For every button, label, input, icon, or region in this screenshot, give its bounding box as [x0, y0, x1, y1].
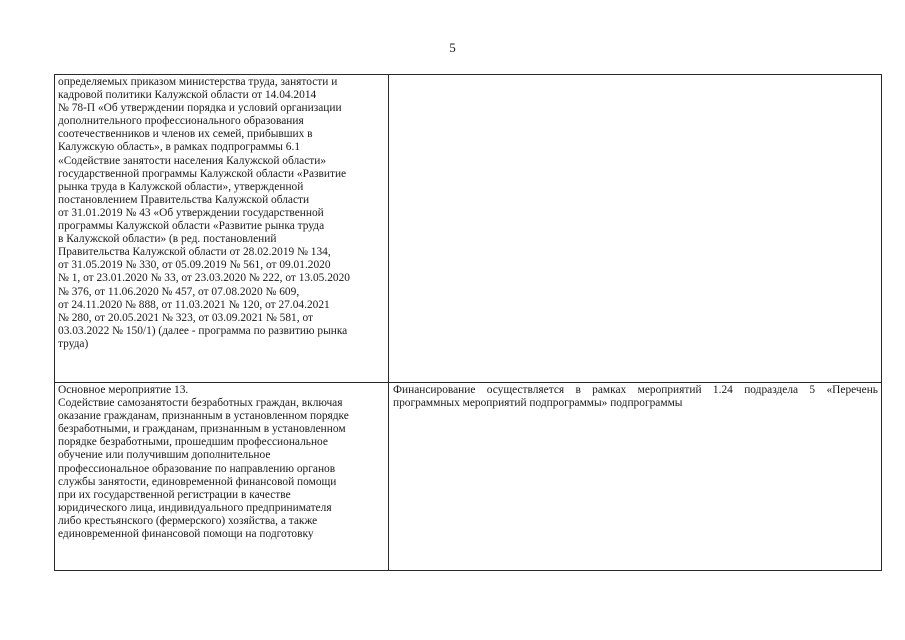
cell-text-line: труда) [58, 337, 89, 350]
cell-text-line: «Содействие занятости населения Калужской области» [58, 154, 327, 167]
cell-text-line: № 376, от 11.06.2020 № 457, от 07.08.2020 № 609, [58, 285, 300, 298]
cell-text-line: постановлением Правительства Калужской области [58, 193, 310, 206]
cell-text-line: Правительства Калужской области от 28.02.2019 № 134, [58, 246, 331, 259]
cell-text-line: от 31.01.2019 № 43 «Об утверждении государственной [58, 206, 324, 219]
cell-text-line: службы занятости, единовременной финансовой помощи [58, 475, 337, 488]
cell-text-line: при их государственной регистрации в качестве [58, 488, 291, 501]
cell-text-line: от 24.11.2020 № 888, от 11.03.2021 № 120, от 27.04.2021 [58, 298, 330, 311]
cell-text-line: Основное мероприятие 13. [58, 384, 189, 396]
table-cell-activity [55, 383, 389, 570]
cell-text-line: программы Калужской области «Развитие рынка труда [58, 220, 325, 233]
table-row [55, 75, 881, 383]
cell-text-line: № 280, от 20.05.2021 № 323, от 03.09.2021 № 581, от [58, 311, 313, 324]
cell-text-line: оказание гражданам, признанным в установленном порядке [58, 410, 349, 423]
table-cell-activity [55, 75, 389, 382]
cell-text-line: 03.03.2022 № 150/1) (далее - программа по развитию рынка [58, 324, 348, 337]
cell-text-line: профессиональное образование по направлению органов [58, 462, 336, 475]
cell-text-line: Содействие самозанятости безработных граждан, включая [58, 397, 343, 410]
cell-text-line: № 1, от 23.01.2020 № 33, от 23.03.2020 № 222, от 13.05.2020 [58, 272, 350, 285]
cell-text: Финансирование осуществляется в рамках мероприятий 1.24 подраздела 5 «Перечень программных мероприятий подпрограммы» подпрограммы [393, 384, 878, 410]
cell-text-line: либо крестьянского (фермерского) хозяйства, а также [58, 514, 318, 527]
page-number: 5 [449, 40, 456, 55]
cell-text-line: определяемых приказом министерства труда, занятости и [58, 76, 338, 88]
cell-text-line: единовременной финансовой помощи на подготовку [58, 528, 314, 541]
cell-text-line: кадровой политики Калужской области от 14.04.2014 [58, 89, 317, 102]
cell-text-line: безработными, и гражданам, признанным в установленном [58, 423, 346, 436]
table-cell-financing [389, 75, 881, 382]
cell-text-line: обучение или получившим дополнительное [58, 449, 271, 462]
cell-text-line: в Калужской области» (в ред. постановлений [58, 233, 277, 246]
cell-text-line: юридического лица, индивидуального предпринимателя [58, 501, 332, 514]
cell-text-line: № 78-П «Об утверждении порядка и условий организации [58, 102, 342, 115]
table-row [55, 383, 881, 570]
table-cell-financing [389, 383, 881, 570]
cell-text-line: от 31.05.2019 № 330, от 05.09.2019 № 561, от 09.01.2020 [58, 259, 331, 272]
cell-text-line: порядке безработными, прошедшим профессиональное [58, 436, 328, 449]
cell-text-line: рынка труда в Калужской области», утвержденной [58, 180, 304, 193]
cell-text-line: государственной программы Калужской области «Развитие [58, 167, 347, 180]
cell-text-line: соотечественников и членов их семей, прибывших в [58, 128, 313, 141]
cell-text-line: Калужскую область», в рамках подпрограммы 6.1 [58, 141, 301, 154]
document-table [54, 74, 882, 571]
cell-text-line: дополнительного профессионального образования [58, 115, 304, 128]
